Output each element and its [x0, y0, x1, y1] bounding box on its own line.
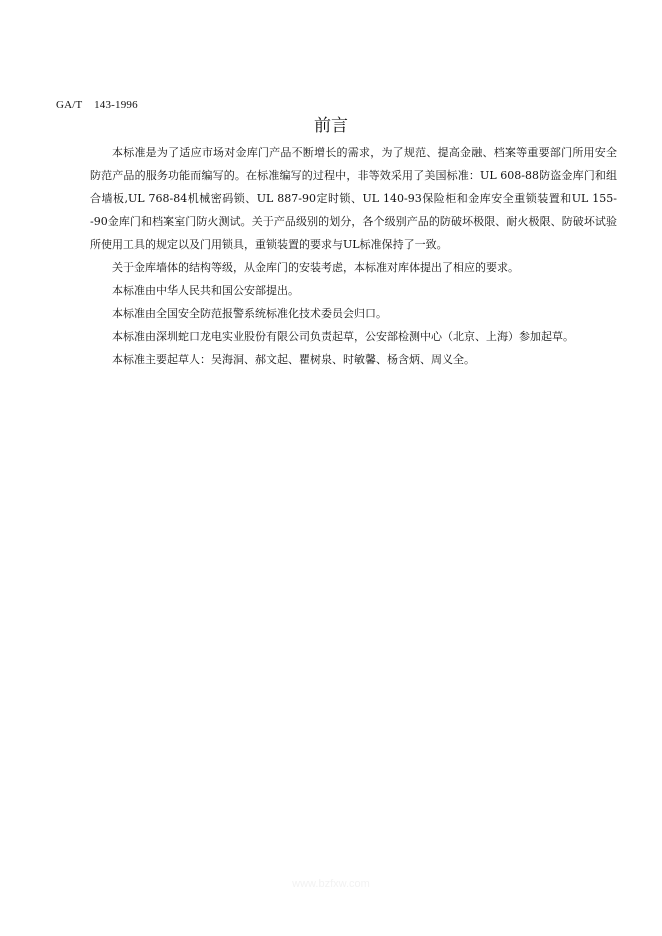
- watermark-text: www.bzfxw.com: [292, 878, 370, 890]
- paragraph-managed-by: 本标准由全国安全防范报警系统标准化技术委员会归口。: [112, 307, 387, 320]
- paragraph-wall-structure: 关于金库墙体的结构等级，从金库门的安装考虑，本标准对库体提出了相应的要求。: [112, 261, 519, 274]
- standard-code: GA/T 143-1996: [56, 99, 138, 111]
- page-title: 前言: [314, 116, 348, 136]
- paragraph-proposed-by: 本标准由中华人民共和国公安部提出。: [112, 284, 299, 297]
- paragraph-purpose: 本标准是为了适应市场对金库门产品不断增长的需求，为了规范、提高金融、档案等重要部门所用安全防范产品的服务功能而编写的。在标准编写的过程中，非等效采用了美国标准：UL 608-88防盗金库门和组合墙板,UL 768-84机械密码锁、UL 887-90定时锁、UL 140-93保险柜和金库安全重锁装置和UL 155--90金库门和档案室门防火测试。关于产品级别的划分，各个级别产品的防破坏极限、耐火极限、防破坏试验所使用工具的规定以及门用锁具，重锁装置的要求与UL标准保持了一致。: [90, 146, 617, 251]
- paragraph-main-drafters: 本标准主要起草人：吴海洞、郝文起、瞿树泉、时敏馨、杨含炳、周义全。: [112, 353, 475, 366]
- paragraph-drafted-by: 本标准由深圳蛇口龙电实业股份有限公司负责起草，公安部检测中心（北京、上海）参加起草。: [112, 330, 574, 343]
- document-body: [90, 141, 617, 371]
